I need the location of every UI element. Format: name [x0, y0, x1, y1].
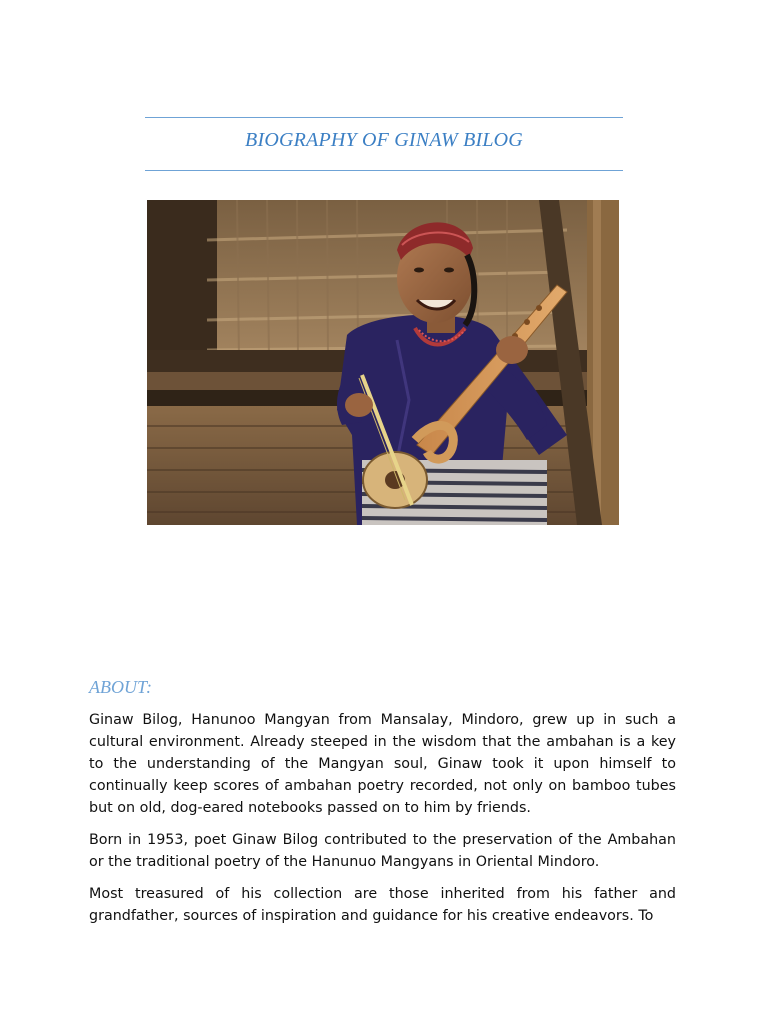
title-bottom-rule: [145, 170, 623, 171]
paragraph: Most treasured of his collection are those inherited from his father and grandfather, sources of inspiration and guidance for his creative endeavors. To: [89, 886, 676, 924]
title-top-rule: [145, 117, 623, 118]
about-heading: ABOUT:: [89, 677, 152, 697]
biography-text: [89, 709, 676, 937]
paragraph: Ginaw Bilog, Hanunoo Mangyan from Mansalay, Mindoro, grew up in such a cultural environment. Already steeped in the wisdom that the ambahan is a key to the understanding of the Mangyan soul, Ginaw took it upon himself to continually keep scores of ambahan poetry recorded, not only on bamboo tubes but on old, dog-eared notebooks passed on to him by friends.: [89, 712, 676, 816]
portrait-photo: [147, 200, 619, 525]
page-title: BIOGRAPHY OF GINAW BILOG: [245, 129, 523, 151]
paragraph: Born in 1953, poet Ginaw Bilog contributed to the preservation of the Ambahan or the traditional poetry of the Hanunuo Mangyans in Oriental Mindoro.: [89, 832, 676, 870]
